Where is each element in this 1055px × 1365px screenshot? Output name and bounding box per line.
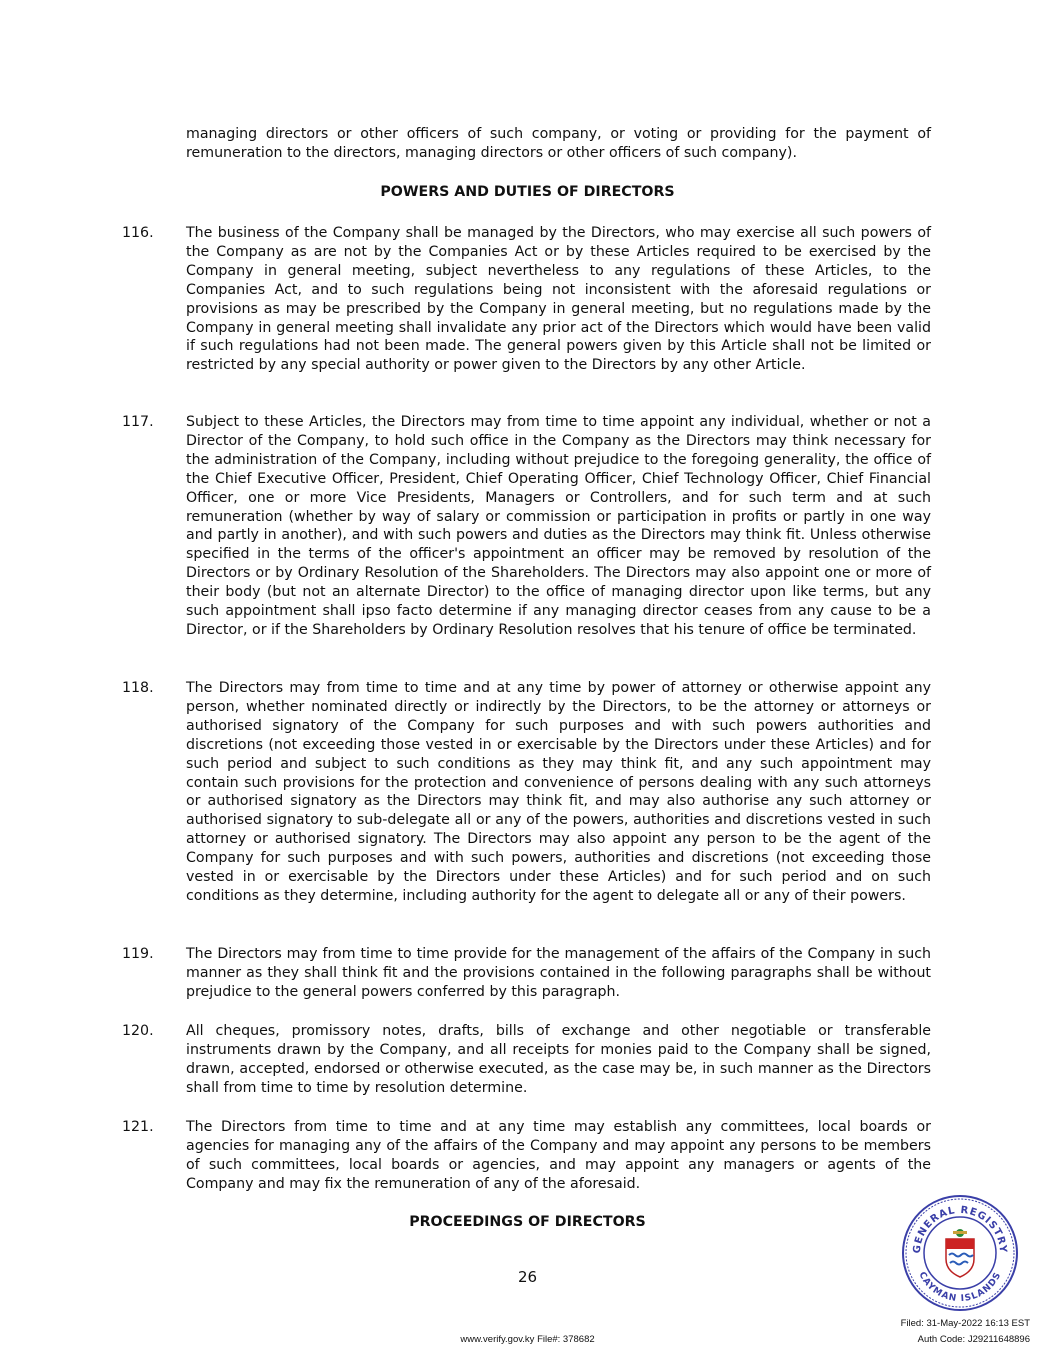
article-text: Subject to these Articles, the Directors may from time to time appoint any individual, whether or not a Director of the Company, to hold such office in the Company as the Directors may think necessary for the administration of the Company, including without prejudice to the foregoing generality, the office of the Chief Executive Officer, President, Chief Operating Officer, Chief Technology Officer, Chief Financial Officer, one or more Vice Presidents, Managers or Controllers, and for such term and at such remuneration (whether by way of salary or commission or participation in profits or partly in one way and partly in another), and with such powers and duties as the Directors may think fit. Unless otherwise specified in the terms of the officer's appointment an officer may be removed by resolution of the Directors or by Ordinary Resolution of the Shareholders. The Directors may also appoint one or more of their body (but not an alternate Director) to the office of managing director upon like terms, but any such appointment shall ipso facto determine if any managing director ceases from any cause to be a Director, or if the Shareholders by Ordinary Resolution resolves that his tenure of office be terminated. [186, 414, 931, 638]
article-number: 121. [122, 1119, 154, 1135]
section-heading-powers: POWERS AND DUTIES OF DIRECTORS [380, 184, 675, 200]
article-number: 119. [122, 946, 154, 962]
section-heading-proceedings: PROCEEDINGS OF DIRECTORS [409, 1214, 646, 1230]
auth-code: Auth Code: J29211648896 [917, 1334, 1030, 1345]
article-text: All cheques, promissory notes, drafts, bills of exchange and other negotiable or transferable instruments drawn by the Company, and all receipts for monies paid to the Company shall be signed, drawn, accepted, endorsed or otherwise executed, as the case may be, in such manner as the Directors shall from time to time by resolution determine. [186, 1023, 931, 1096]
seal-text-bottom: CAYMAN ISLANDS [916, 1270, 1004, 1305]
page-number: 26 [517, 1268, 538, 1286]
article-number: 118. [122, 680, 154, 696]
article-text: The business of the Company shall be managed by the Directors, who may exercise all such powers of the Company as are not by the Companies Act or by these Articles required to be exercised by the Company in general meeting, subject nevertheless to any regulations of these Articles, to the Companies Act, and to such regulations being not inconsistent with the aforesaid regulations or provisions as may be prescribed by the Company in general meeting, but no regulations made by the Company in general meeting shall invalidate any prior act of the Directors which would have been valid if such regulations had not been made. The general powers given by this Article shall not be limited or restricted by any special authority or power given to the Directors by any other Article. [186, 225, 931, 374]
article-number: 120. [122, 1023, 154, 1039]
article-text: The Directors may from time to time and at any time by power of attorney or otherwise appoint any person, whether nominated directly or indirectly by the Directors, to be the attorney or attorneys or authorised signatory of the Company for such purposes and with such powers authorities and discretions (not exceeding those vested in or exercisable by the Directors under these Articles) and for such period and subject to such conditions as they may think fit, and any such appointment may contain such provisions for the protection and convenience of persons dealing with any such attorneys or authorised signatory as the Directors may think fit, and may also authorise any such attorney or authorised signatory to sub-delegate all or any of the powers, authorities and discretions vested in such attorney or authorised signatory. The Directors may also appoint any person to be the agent of the Company for such purposes and with such powers, authorities and discretions (not exceeding those vested in or exercisable by the Directors under these Articles) and for such period and on such conditions as they determine, including authority for the agent to delegate all or any of their powers. [186, 680, 931, 904]
filed-timestamp: Filed: 31-May-2022 16:13 EST [900, 1318, 1030, 1329]
article-number: 116. [122, 225, 154, 241]
general-registry-seal-icon [900, 1193, 1020, 1313]
article-text: The Directors may from time to time provide for the management of the affairs of the Company in such manner as they shall think fit and the provisions contained in the following paragraphs shall be without prejudice to the general powers conferred by this paragraph. [186, 946, 931, 1000]
seal-text-top: GENERAL REGISTRY [911, 1204, 1009, 1254]
article-number: 117. [122, 414, 154, 430]
article-text: The Directors from time to time and at any time may establish any committees, local boards or agencies for managing any of the affairs of the Company and may appoint any persons to be members of such committees, local boards or agencies, and may appoint any managers or agents of the Company and may fix the remuneration of any of the aforesaid. [186, 1119, 931, 1192]
intro-paragraph: managing directors or other officers of such company, or voting or providing for the payment of remuneration to the directors, managing directors or other officers of such company). [186, 126, 931, 161]
footer-file-reference: www.verify.gov.ky File#: 378682 [460, 1334, 595, 1345]
